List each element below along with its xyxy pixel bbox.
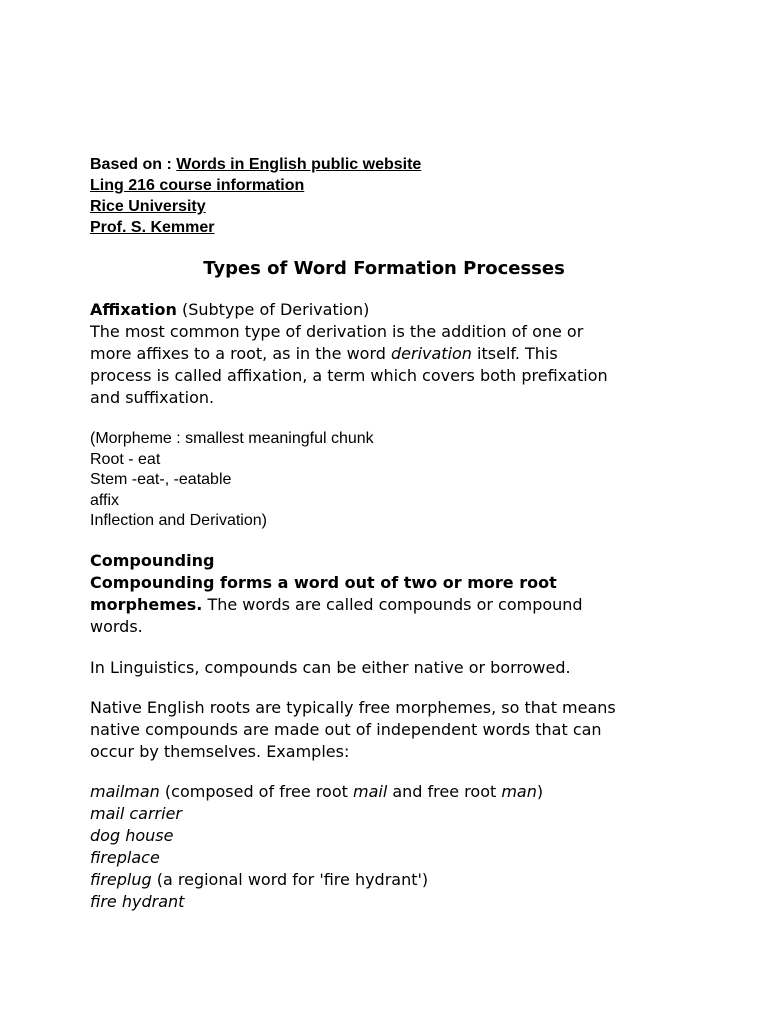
note-root: Root - eat: [90, 450, 161, 468]
affixation-line-2-start: more affixes to a root, as in the word: [90, 344, 391, 363]
example-mail-carrier: mail carrier: [90, 804, 182, 823]
native-line-1: Native English roots are typically free morphemes, so that means: [90, 698, 616, 717]
note-affix: affix: [90, 491, 120, 509]
mailman-note-start: (composed of free root: [159, 782, 353, 801]
affixation-line-3: process is called affixation, a term which covers both prefixation: [90, 366, 608, 385]
compounding-section: [90, 550, 690, 638]
mailman-term: mailman: [90, 782, 160, 801]
compounding-bold-line-1: Compounding forms a word out of two or more root: [90, 573, 557, 592]
examples-list: [90, 781, 690, 913]
morphemes-bold: morphemes.: [90, 595, 203, 614]
derivation-term: derivation: [391, 344, 472, 363]
mail-term: mail: [352, 782, 388, 801]
compounding-heading: Compounding: [90, 551, 215, 570]
based-on-line: [90, 154, 421, 175]
affixation-heading: Affixation: [90, 300, 177, 319]
note-stem: Stem -eat-, -eatable: [90, 471, 232, 488]
compounding-line-2-rest: The words are called compounds or compound: [202, 595, 583, 614]
affixation-line-2: [90, 343, 690, 365]
affixation-subtype: (Subtype of Derivation): [181, 300, 370, 319]
mailman-note-mid: and free root: [387, 782, 502, 801]
compounding-line-3: words.: [90, 617, 143, 636]
affixation-section: [90, 299, 690, 409]
linguistics-paragraph: In Linguistics, compounds can be either native or borrowed.: [90, 658, 571, 677]
native-line-3: occur by themselves. Examples:: [90, 742, 350, 761]
man-term: man: [501, 782, 537, 801]
compounding-line-2: [90, 594, 690, 616]
native-line-2: native compounds are made out of independent words that can: [90, 720, 602, 739]
source-citation: [90, 154, 421, 238]
example-fireplace: fireplace: [90, 848, 160, 867]
example-dog-house: dog house: [90, 826, 174, 845]
page-title: Types of Word Formation Processes: [203, 258, 565, 279]
mailman-note-end: ): [536, 782, 544, 801]
example-fire-hydrant: fire hydrant: [90, 892, 185, 911]
morpheme-notes: [90, 429, 690, 532]
based-on-label: Based on :: [90, 156, 172, 173]
example-fireplug: [90, 869, 690, 891]
affixation-line-1: The most common type of derivation is the addition of one or: [90, 322, 584, 341]
affixation-line-2-end: itself. This: [471, 344, 558, 363]
native-paragraph: [90, 697, 690, 763]
example-mailman: [90, 781, 690, 803]
fireplug-note: (a regional word for 'fire hydrant'): [151, 870, 429, 889]
affixation-line-4: and suffixation.: [90, 388, 215, 407]
affixation-heading-line: [90, 299, 690, 321]
note-inflection: Inflection and Derivation): [90, 512, 267, 529]
website-link[interactable]: Words in English public website: [176, 156, 422, 173]
university-link[interactable]: Rice University: [90, 198, 206, 215]
course-link[interactable]: Ling 216 course information: [90, 177, 305, 194]
note-morpheme: (Morpheme : smallest meaningful chunk: [90, 430, 374, 447]
fireplug-term: fireplug: [90, 870, 152, 889]
professor-link[interactable]: Prof. S. Kemmer: [90, 219, 215, 236]
